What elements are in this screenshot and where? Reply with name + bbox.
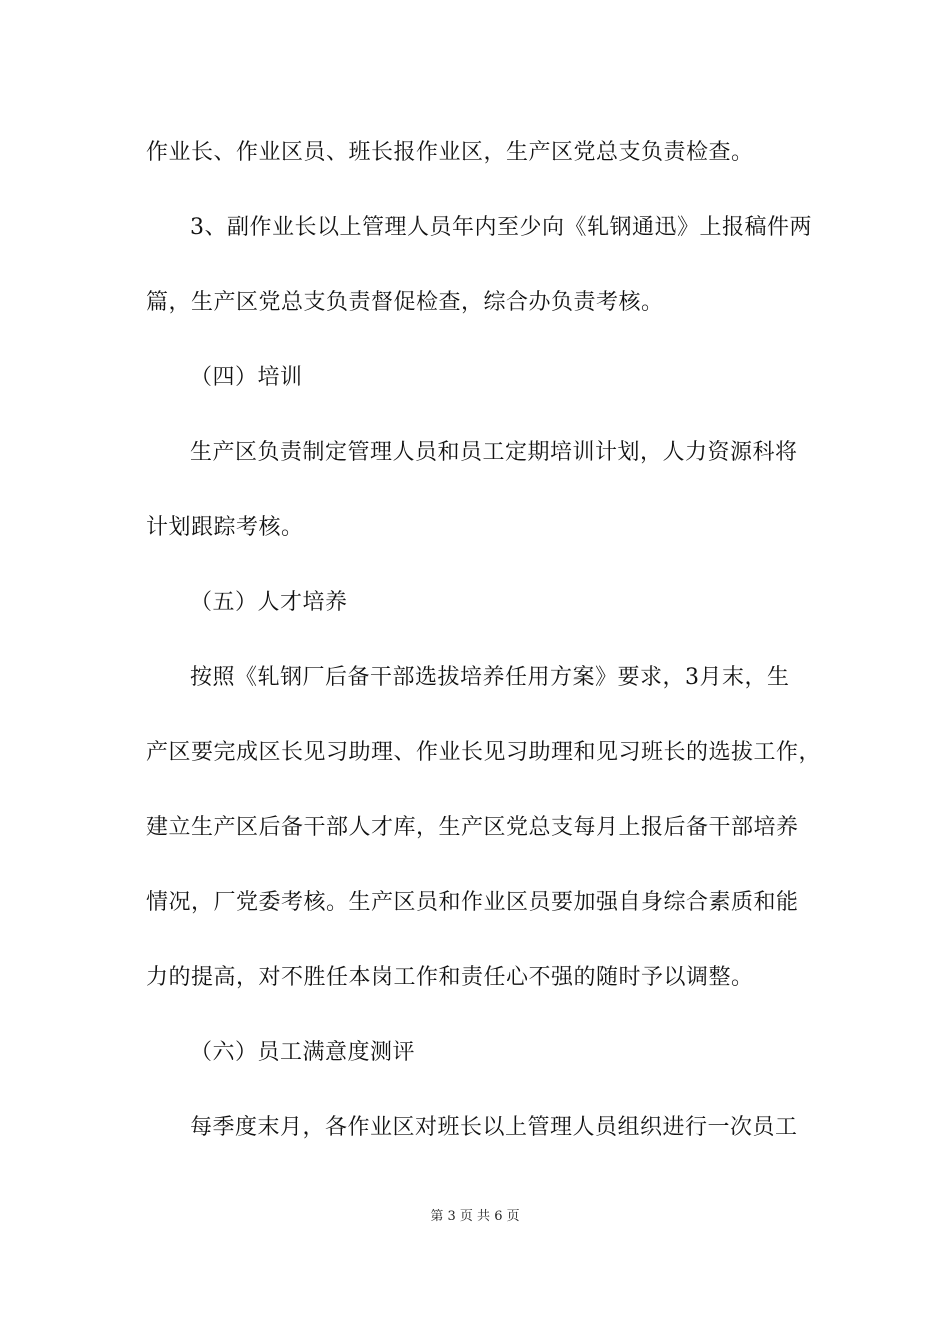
body-text-line: 产区要完成区长见习助理、作业长见习助理和见习班长的选拔工作， [146, 740, 822, 765]
body-text-line: 每季度末月，各作业区对班长以上管理人员组织进行一次员工 [190, 1115, 798, 1140]
page-footer [0, 1208, 950, 1226]
body-text-line: 作业长、作业区员、班长报作业区，生产区党总支负责检查。 [146, 140, 754, 165]
body-text-line: 3、副作业长以上管理人员年内至少向《轧钢通迅》上报稿件两 [190, 215, 812, 240]
page-number: 第 3 页 共 6 页 [430, 1209, 520, 1224]
section-heading: （六）员工满意度测评 [190, 1040, 416, 1065]
section-heading: （四）培训 [190, 365, 303, 390]
body-text-line: 情况，厂党委考核。生产区员和作业区员要加强自身综合素质和能 [146, 890, 799, 915]
body-text-line: 生产区负责制定管理人员和员工定期培训计划，人力资源科将 [190, 440, 798, 465]
body-text-line: 按照《轧钢厂后备干部选拔培养任用方案》要求，3月末，生 [190, 665, 790, 690]
body-text-line: 建立生产区后备干部人才库，生产区党总支每月上报后备干部培养 [146, 815, 799, 840]
body-text-line: 篇，生产区党总支负责督促检查，综合办负责考核。 [146, 290, 664, 315]
body-text-line: 力的提高，对不胜任本岗工作和责任心不强的随时予以调整。 [146, 965, 754, 990]
section-heading: （五）人才培养 [190, 590, 348, 615]
body-text-line: 计划跟踪考核。 [146, 515, 304, 540]
